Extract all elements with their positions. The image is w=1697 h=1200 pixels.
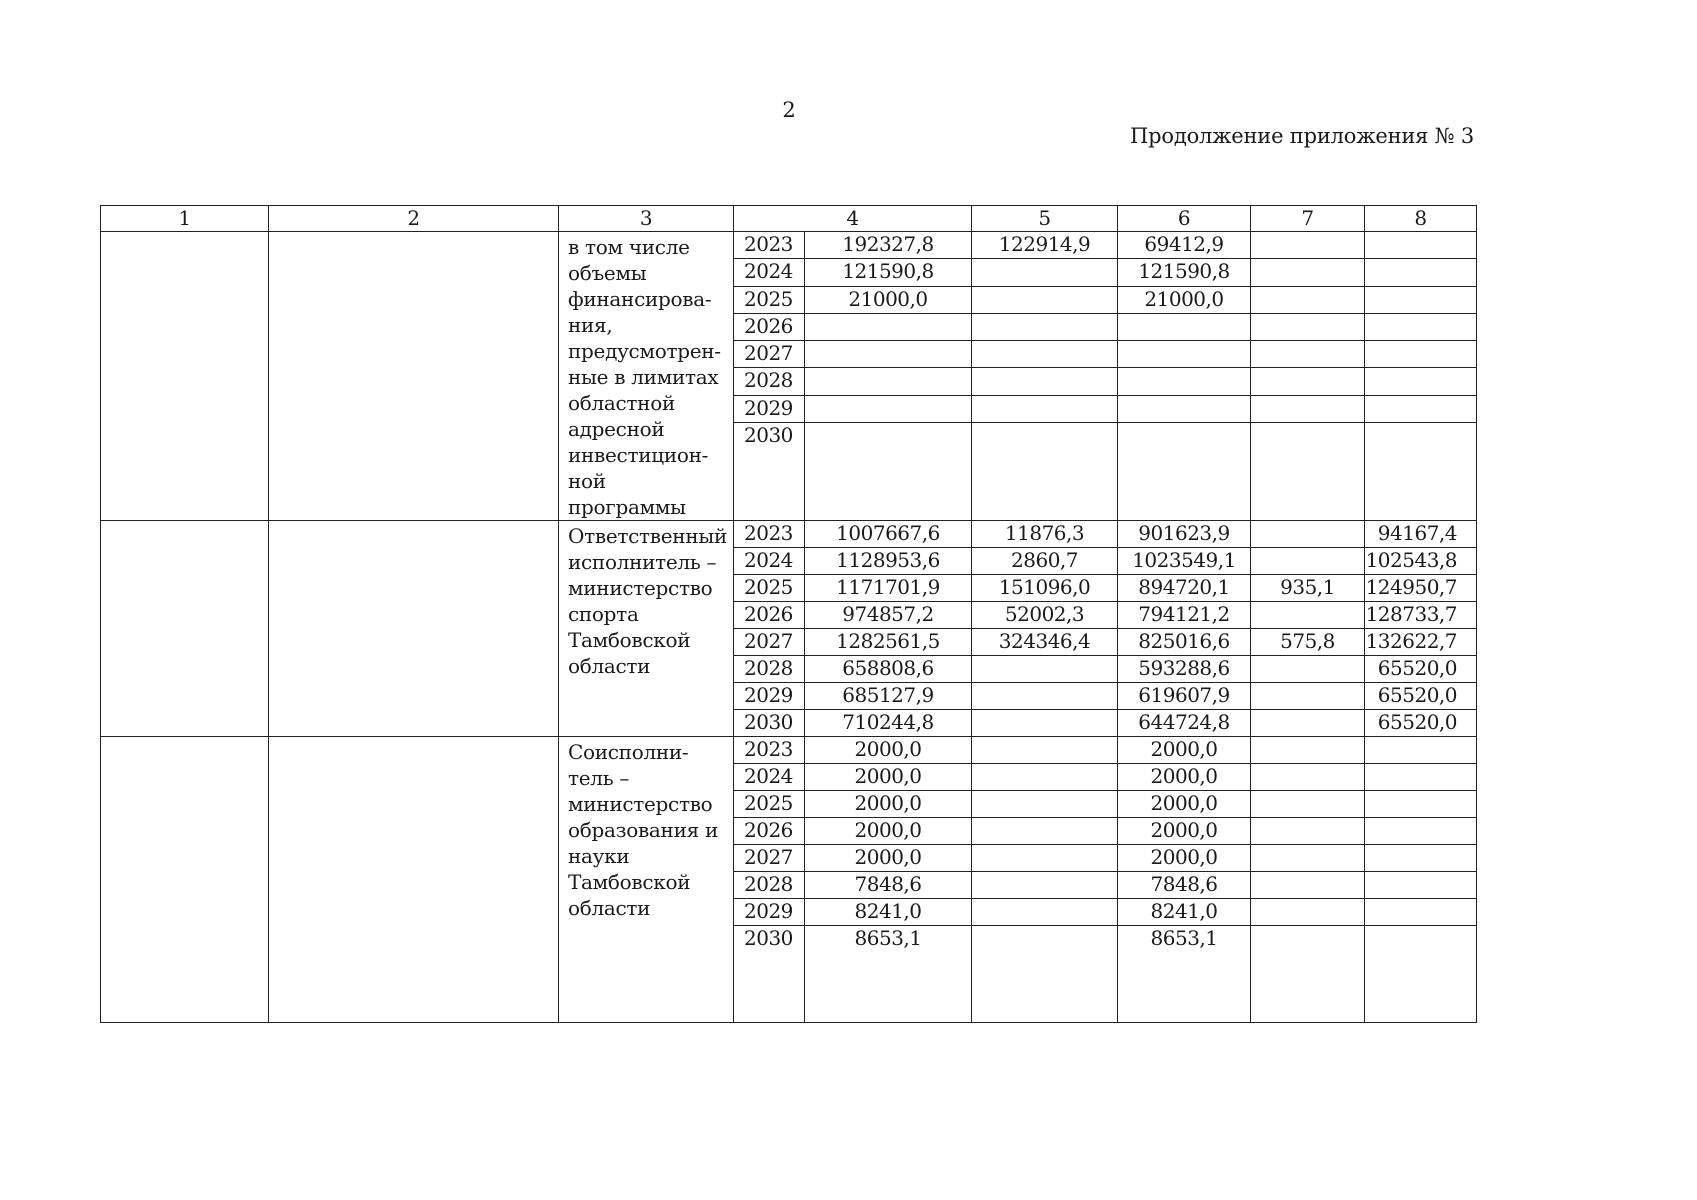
header-col-8: 8 <box>1365 206 1477 232</box>
year-cell: 2026 <box>734 313 805 340</box>
value-cell-col-8: 65520,0 <box>1365 683 1477 710</box>
value-cell-col-7 <box>1251 872 1365 899</box>
value-cell-col-6 <box>1118 313 1251 340</box>
value-cell-col-8 <box>1365 368 1477 395</box>
value-cell-col-6 <box>1118 368 1251 395</box>
group-label: Соисполни-тель – министерство образования и науки Тамбовской области <box>559 737 734 1023</box>
cell-col-1 <box>101 521 269 737</box>
value-cell-col-8: 128733,7 <box>1365 602 1477 629</box>
year-cell: 2023 <box>734 737 805 764</box>
table-body <box>101 232 1477 1023</box>
value-cell-col-7 <box>1251 737 1365 764</box>
year-cell: 2026 <box>734 818 805 845</box>
year-cell: 2029 <box>734 395 805 422</box>
cell-col-2 <box>269 737 559 1023</box>
value-cell-col-7 <box>1251 232 1365 259</box>
value-cell-col-7 <box>1251 341 1365 368</box>
value-cell-col-4: 8653,1 <box>805 926 972 1023</box>
cell-col-2 <box>269 232 559 521</box>
year-cell: 2029 <box>734 683 805 710</box>
value-cell-col-7 <box>1251 313 1365 340</box>
year-cell: 2026 <box>734 602 805 629</box>
value-cell-col-4: 685127,9 <box>805 683 972 710</box>
value-cell-col-7 <box>1251 764 1365 791</box>
value-cell-col-6: 794121,2 <box>1118 602 1251 629</box>
value-cell-col-5 <box>972 737 1118 764</box>
value-cell-col-6 <box>1118 395 1251 422</box>
value-cell-col-8: 65520,0 <box>1365 656 1477 683</box>
value-cell-col-8 <box>1365 872 1477 899</box>
value-cell-col-5 <box>972 286 1118 313</box>
value-cell-col-6: 2000,0 <box>1118 737 1251 764</box>
continuation-label: Продолжение приложения № 3 <box>1130 124 1474 148</box>
value-cell-col-4: 192327,8 <box>805 232 972 259</box>
value-cell-col-4: 1007667,6 <box>805 521 972 548</box>
value-cell-col-8: 94167,4 <box>1365 521 1477 548</box>
value-cell-col-6: 593288,6 <box>1118 656 1251 683</box>
value-cell-col-6: 894720,1 <box>1118 575 1251 602</box>
value-cell-col-7 <box>1251 818 1365 845</box>
value-cell-col-7 <box>1251 656 1365 683</box>
value-cell-col-4: 2000,0 <box>805 845 972 872</box>
year-cell: 2028 <box>734 368 805 395</box>
value-cell-col-8 <box>1365 845 1477 872</box>
year-cell: 2025 <box>734 791 805 818</box>
value-cell-col-8 <box>1365 791 1477 818</box>
value-cell-col-7 <box>1251 259 1365 286</box>
value-cell-col-6: 644724,8 <box>1118 710 1251 737</box>
value-cell-col-4: 1128953,6 <box>805 548 972 575</box>
value-cell-col-8 <box>1365 422 1477 520</box>
value-cell-col-6: 7848,6 <box>1118 872 1251 899</box>
year-cell: 2025 <box>734 286 805 313</box>
value-cell-col-4: 2000,0 <box>805 818 972 845</box>
year-cell: 2028 <box>734 872 805 899</box>
value-cell-col-4 <box>805 422 972 520</box>
header-row <box>101 206 1477 232</box>
value-cell-col-8 <box>1365 259 1477 286</box>
value-cell-col-5: 11876,3 <box>972 521 1118 548</box>
value-cell-col-5 <box>972 259 1118 286</box>
value-cell-col-7 <box>1251 602 1365 629</box>
year-cell: 2030 <box>734 926 805 1023</box>
value-cell-col-5 <box>972 341 1118 368</box>
value-cell-col-7 <box>1251 845 1365 872</box>
value-cell-col-6: 2000,0 <box>1118 845 1251 872</box>
value-cell-col-8: 124950,7 <box>1365 575 1477 602</box>
value-cell-col-8 <box>1365 313 1477 340</box>
value-cell-col-8 <box>1365 341 1477 368</box>
table-row <box>101 737 1477 764</box>
value-cell-col-5 <box>972 872 1118 899</box>
header-col-7: 7 <box>1251 206 1365 232</box>
value-cell-col-8: 102543,8 <box>1365 548 1477 575</box>
value-cell-col-8: 65520,0 <box>1365 710 1477 737</box>
value-cell-col-5 <box>972 710 1118 737</box>
group-label: Ответственный исполнитель – министерство спорта Тамбовской области <box>559 521 734 737</box>
value-cell-col-6: 825016,6 <box>1118 629 1251 656</box>
value-cell-col-5 <box>972 422 1118 520</box>
page-number: 2 <box>782 98 796 122</box>
value-cell-col-5 <box>972 926 1118 1023</box>
year-cell: 2024 <box>734 764 805 791</box>
value-cell-col-7 <box>1251 521 1365 548</box>
group-label: в том числе объемы финансирова-ния, предусмотрен-ные в лимитах областной адресной инвестицион-ной программы <box>559 232 734 521</box>
value-cell-col-5 <box>972 313 1118 340</box>
value-cell-col-7 <box>1251 791 1365 818</box>
value-cell-col-7 <box>1251 710 1365 737</box>
cell-col-1 <box>101 737 269 1023</box>
year-cell: 2028 <box>734 656 805 683</box>
value-cell-col-8 <box>1365 395 1477 422</box>
year-cell: 2027 <box>734 845 805 872</box>
value-cell-col-5 <box>972 899 1118 926</box>
header-col-3: 3 <box>559 206 734 232</box>
year-cell: 2029 <box>734 899 805 926</box>
value-cell-col-6: 901623,9 <box>1118 521 1251 548</box>
year-cell: 2025 <box>734 575 805 602</box>
value-cell-col-4 <box>805 341 972 368</box>
value-cell-col-4: 7848,6 <box>805 872 972 899</box>
value-cell-col-4: 1282561,5 <box>805 629 972 656</box>
header-col-1: 1 <box>101 206 269 232</box>
financing-table <box>100 205 1477 1023</box>
value-cell-col-8: 132622,7 <box>1365 629 1477 656</box>
value-cell-col-8 <box>1365 764 1477 791</box>
value-cell-col-5: 52002,3 <box>972 602 1118 629</box>
value-cell-col-8 <box>1365 899 1477 926</box>
value-cell-col-6: 121590,8 <box>1118 259 1251 286</box>
value-cell-col-4: 658808,6 <box>805 656 972 683</box>
value-cell-col-7 <box>1251 368 1365 395</box>
value-cell-col-5 <box>972 791 1118 818</box>
year-cell: 2023 <box>734 232 805 259</box>
value-cell-col-8 <box>1365 737 1477 764</box>
value-cell-col-5 <box>972 656 1118 683</box>
value-cell-col-5 <box>972 818 1118 845</box>
table-row <box>101 521 1477 548</box>
value-cell-col-4: 121590,8 <box>805 259 972 286</box>
value-cell-col-4: 8241,0 <box>805 899 972 926</box>
value-cell-col-7 <box>1251 422 1365 520</box>
value-cell-col-4 <box>805 313 972 340</box>
value-cell-col-6 <box>1118 341 1251 368</box>
value-cell-col-6: 2000,0 <box>1118 818 1251 845</box>
value-cell-col-5 <box>972 764 1118 791</box>
year-cell: 2024 <box>734 259 805 286</box>
year-cell: 2023 <box>734 521 805 548</box>
value-cell-col-6 <box>1118 422 1251 520</box>
header-col-5: 5 <box>972 206 1118 232</box>
value-cell-col-7: 935,1 <box>1251 575 1365 602</box>
value-cell-col-5: 122914,9 <box>972 232 1118 259</box>
value-cell-col-6: 1023549,1 <box>1118 548 1251 575</box>
value-cell-col-4 <box>805 368 972 395</box>
header-col-4: 4 <box>734 206 972 232</box>
value-cell-col-4: 1171701,9 <box>805 575 972 602</box>
value-cell-col-6: 8241,0 <box>1118 899 1251 926</box>
value-cell-col-6: 21000,0 <box>1118 286 1251 313</box>
value-cell-col-7: 575,8 <box>1251 629 1365 656</box>
year-cell: 2030 <box>734 422 805 520</box>
value-cell-col-7 <box>1251 548 1365 575</box>
value-cell-col-6: 69412,9 <box>1118 232 1251 259</box>
year-cell: 2030 <box>734 710 805 737</box>
value-cell-col-4: 974857,2 <box>805 602 972 629</box>
value-cell-col-5 <box>972 845 1118 872</box>
value-cell-col-4: 21000,0 <box>805 286 972 313</box>
cell-col-2 <box>269 521 559 737</box>
value-cell-col-4 <box>805 395 972 422</box>
value-cell-col-5 <box>972 368 1118 395</box>
table-row <box>101 232 1477 259</box>
cell-col-1 <box>101 232 269 521</box>
value-cell-col-7 <box>1251 395 1365 422</box>
year-cell: 2024 <box>734 548 805 575</box>
value-cell-col-8 <box>1365 286 1477 313</box>
value-cell-col-8 <box>1365 926 1477 1023</box>
value-cell-col-5 <box>972 395 1118 422</box>
value-cell-col-6: 2000,0 <box>1118 791 1251 818</box>
value-cell-col-6: 619607,9 <box>1118 683 1251 710</box>
value-cell-col-7 <box>1251 286 1365 313</box>
value-cell-col-5 <box>972 683 1118 710</box>
value-cell-col-7 <box>1251 683 1365 710</box>
header-col-2: 2 <box>269 206 559 232</box>
value-cell-col-4: 2000,0 <box>805 791 972 818</box>
value-cell-col-5: 2860,7 <box>972 548 1118 575</box>
value-cell-col-7 <box>1251 926 1365 1023</box>
value-cell-col-6: 2000,0 <box>1118 764 1251 791</box>
value-cell-col-4: 2000,0 <box>805 737 972 764</box>
value-cell-col-4: 2000,0 <box>805 764 972 791</box>
year-cell: 2027 <box>734 341 805 368</box>
header-col-6: 6 <box>1118 206 1251 232</box>
value-cell-col-4: 710244,8 <box>805 710 972 737</box>
value-cell-col-7 <box>1251 899 1365 926</box>
value-cell-col-8 <box>1365 818 1477 845</box>
value-cell-col-5: 324346,4 <box>972 629 1118 656</box>
value-cell-col-6: 8653,1 <box>1118 926 1251 1023</box>
year-cell: 2027 <box>734 629 805 656</box>
value-cell-col-5: 151096,0 <box>972 575 1118 602</box>
value-cell-col-8 <box>1365 232 1477 259</box>
